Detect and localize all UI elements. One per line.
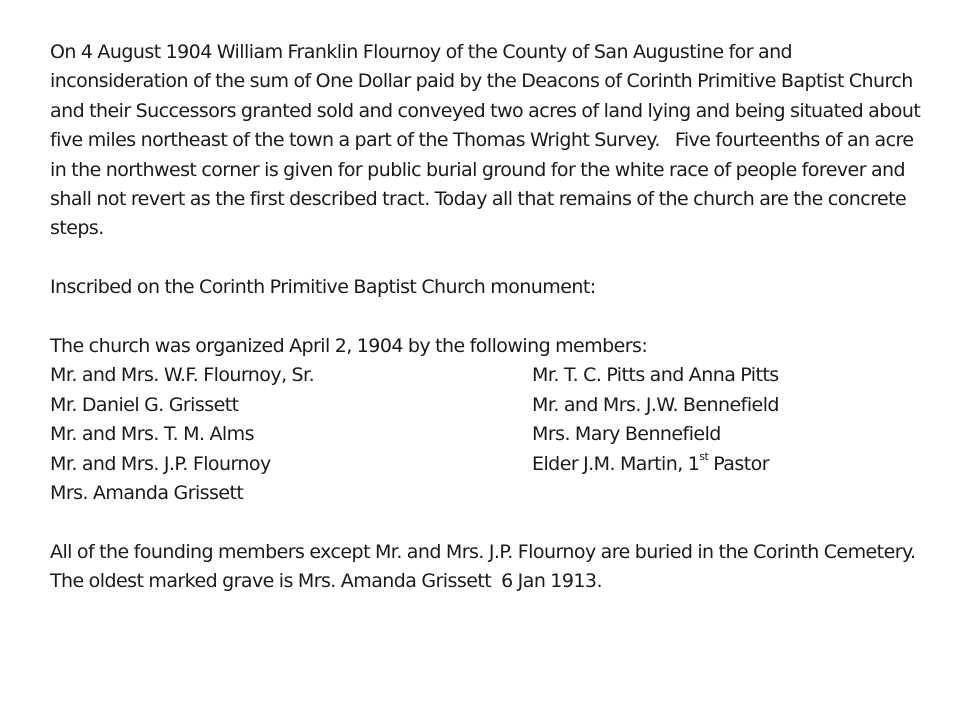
slide-text-body (50, 38, 930, 597)
member-right: Mr. T. C. Pitts and Anna Pitts (532, 364, 779, 387)
pastor-name: Elder J.M. Martin, 1 (532, 452, 700, 475)
members-row (50, 479, 930, 508)
member-left: Mr. and Mrs. J.P. Flournoy (50, 452, 271, 475)
member-right: Mrs. Mary Bennefield (532, 423, 721, 446)
member-left: Mr. Daniel G. Grissett (50, 393, 239, 416)
deed-paragraph: On 4 August 1904 William Franklin Flournoy of the County of San Augustine for and inconsideration of the sum of One Dollar paid by the Deacons of Corinth Primitive Baptist Church and their Successors granted sold and conveyed two acres of land lying and being situated about five miles northeast of the town a part of the Thomas Wright Survey. Five fourteenths of an acre in the northwest corner is given for public burial ground for the white race of people forever and shall not revert as the first described tract. Today all that remains of the church are the concrete steps. (50, 41, 926, 240)
members-row (50, 391, 930, 420)
ordinal-superscript: st (699, 450, 709, 464)
members-row (50, 450, 930, 479)
members-row (50, 361, 930, 390)
paragraph-spacer (50, 508, 930, 537)
member-right: Mr. and Mrs. J.W. Bennefield (532, 393, 779, 416)
member-left: Mr. and Mrs. T. M. Alms (50, 423, 254, 446)
pastor-title: Pastor (708, 452, 769, 475)
member-left: Mrs. Amanda Grissett (50, 482, 244, 504)
member-right-empty (532, 479, 930, 508)
members-list (50, 361, 930, 508)
monument-heading: Inscribed on the Corinth Primitive Baptist Church monument: (50, 276, 596, 299)
organization-line: The church was organized April 2, 1904 by the following members: (50, 335, 648, 358)
members-row (50, 420, 930, 449)
paragraph-spacer (50, 244, 930, 273)
burial-paragraph: All of the founding members except Mr. and Mrs. J.P. Flournoy are buried in the Corinth Cemetery. The oldest marked grave is Mrs. Amanda Grissett 6 Jan 1913. (50, 540, 921, 593)
paragraph-spacer (50, 303, 930, 332)
member-left: Mr. and Mrs. W.F. Flournoy, Sr. (50, 364, 315, 387)
pastor-entry (532, 450, 930, 479)
